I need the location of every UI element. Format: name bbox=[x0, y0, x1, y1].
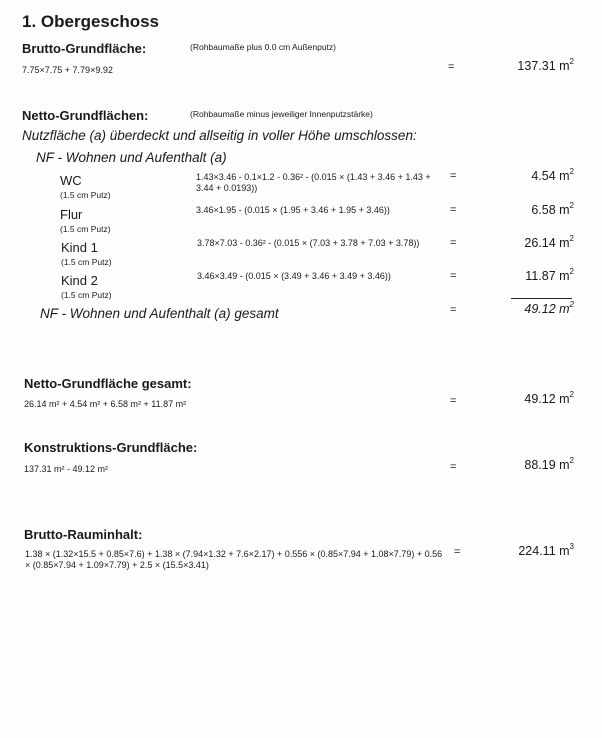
konstruktions-result: 88.19 $m^2$ bbox=[524, 456, 574, 473]
room-name: Kind 2 bbox=[61, 273, 98, 288]
room-putz: (1.5 cm Putz) bbox=[60, 224, 111, 234]
nf-group-heading: NF - Wohnen und Aufenthalt (a) bbox=[36, 150, 227, 165]
brutto-rauminhalt-heading: Brutto-Rauminhalt: bbox=[24, 527, 143, 542]
room-result: 6.58 $m^2$ bbox=[531, 201, 574, 218]
equals-sign: = bbox=[448, 61, 455, 73]
equals-sign: = bbox=[450, 170, 457, 182]
nutzflaeche-subheading: Nutzfläche (a) überdeckt und allseitig in voller Höhe umschlossen: bbox=[22, 128, 417, 143]
netto-gesamt-result: 49.12 $m^2$ bbox=[524, 390, 574, 407]
konstruktions-heading: Konstruktions-Grundfläche: bbox=[24, 440, 198, 455]
equals-sign: = bbox=[450, 204, 457, 216]
brutto-rauminhalt-result: 224.11 $m^3$ bbox=[518, 542, 574, 559]
room-name: WC bbox=[60, 173, 82, 188]
nf-group-total-result: 49.12 $m^2$ bbox=[524, 300, 574, 317]
netto-grundflaechen-note: (Rohbaumaße minus jeweiliger Innenputzstärke) bbox=[190, 109, 373, 119]
equals-sign: = bbox=[450, 270, 457, 282]
room-putz: (1.5 cm Putz) bbox=[61, 257, 112, 267]
room-result: 11.87 $m^2$ bbox=[525, 267, 574, 284]
equals-sign: = bbox=[454, 546, 461, 558]
room-result: 4.54 $m^2$ bbox=[531, 167, 574, 184]
room-formula: 3.46×1.95 - (0.015 × (1.95 + 3.46 + 1.95 + 3.46)) bbox=[196, 205, 390, 215]
netto-grundflaechen-heading: Netto-Grundflächen: bbox=[22, 108, 149, 123]
page-title: 1. Obergeschoss bbox=[22, 12, 160, 31]
brutto-grundflaeche-heading: Brutto-Grundfläche: bbox=[22, 41, 147, 56]
netto-gesamt-formula: 26.14 m² + 4.54 m² + 6.58 m² + 11.87 m² bbox=[24, 399, 187, 409]
room-putz: (1.5 cm Putz) bbox=[60, 190, 111, 200]
brutto-grundflaeche-note: (Rohbaumaße plus 0.0 cm Außenputz) bbox=[190, 42, 336, 52]
equals-sign: = bbox=[450, 395, 457, 407]
room-formula: 1.43×3.46 - 0.1×1.2 - 0.36² - (0.015 × (1.43 + 3.46 + 1.43 + 3.44 + 0.0193)) bbox=[196, 172, 431, 193]
brutto-rauminhalt-formula: 1.38 × (1.32×15.5 + 0.85×7.6) + 1.38 × (7.94×1.32 + 7.6×2.17) + 0.556 × (0.85×7.94 + 1.08×7.79) + 0.56 × (0.85×7.94 + 1.09×7.79) + 2.5 × (15.5×3.41) bbox=[25, 549, 443, 570]
room-formula: 3.78×7.03 - 0.36² - (0.015 × (7.03 + 3.78 + 7.03 + 3.78)) bbox=[197, 238, 420, 248]
konstruktions-formula: 137.31 m² - 49.12 m² bbox=[24, 464, 109, 474]
room-name: Kind 1 bbox=[61, 240, 98, 255]
room-result: 26.14 $m^2$ bbox=[524, 234, 574, 251]
netto-gesamt-heading: Netto-Grundfläche gesamt: bbox=[24, 376, 192, 391]
equals-sign: = bbox=[450, 237, 457, 249]
brutto-grundflaeche-formula: 7.75×7.75 + 7.79×9.92 bbox=[22, 65, 113, 75]
room-name: Flur bbox=[60, 207, 83, 222]
equals-sign: = bbox=[450, 461, 457, 473]
brutto-grundflaeche-result: 137.31 $m^2$ bbox=[517, 57, 574, 74]
sum-line bbox=[511, 298, 572, 299]
nf-group-total-label: NF - Wohnen und Aufenthalt (a) gesamt bbox=[40, 306, 279, 321]
room-putz: (1.5 cm Putz) bbox=[61, 290, 112, 300]
equals-sign: = bbox=[450, 304, 457, 316]
room-formula: 3.46×3.49 - (0.015 × (3.49 + 3.46 + 3.49 + 3.46)) bbox=[197, 271, 391, 281]
